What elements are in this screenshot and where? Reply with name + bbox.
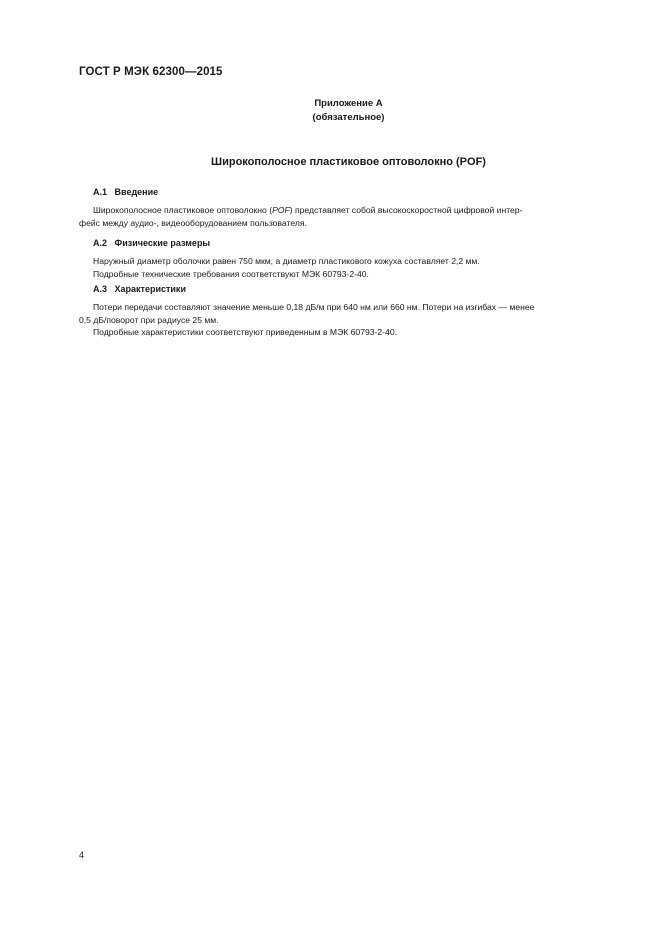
- document-code: ГОСТ Р МЭК 62300—2015: [79, 66, 223, 78]
- section-title: Введение: [114, 187, 159, 197]
- section-a2: [79, 237, 617, 280]
- paragraph: 0,5 дБ/поворот при радиусе 25 мм.: [79, 314, 219, 325]
- appendix-main-title: Широкополосное пластиковое оптоволокно (POF): [211, 156, 486, 168]
- section-heading: [93, 186, 617, 198]
- appendix-heading: [0, 97, 661, 125]
- paragraph-italic-text: POF: [272, 205, 290, 215]
- appendix-title: Приложение А: [314, 98, 383, 109]
- paragraph: [79, 255, 617, 268]
- section-a1: [79, 186, 617, 229]
- section-title: Характеристики: [114, 284, 186, 294]
- section-number: А.2: [93, 238, 108, 248]
- paragraph: [79, 301, 617, 314]
- appendix-status: (обязательное): [312, 112, 385, 123]
- section-number: А.1: [93, 187, 108, 197]
- section-heading: [93, 237, 617, 249]
- paragraph-text: ) представляет собой высокоскоростной цифровой интер-: [289, 205, 523, 215]
- paragraph-text: Наружный диаметр оболочки равен 750 мкм, а диаметр пластикового кожуха составляет 2,2 мм.: [93, 256, 480, 266]
- section-number: А.3: [93, 284, 108, 294]
- paragraph-text: Подробные технические требования соответствуют МЭК 60793-2-40.: [93, 268, 369, 279]
- section-title: Физические размеры: [114, 238, 211, 248]
- paragraph: [79, 326, 617, 339]
- paragraph: [79, 204, 617, 217]
- section-heading: [93, 283, 617, 295]
- paragraph: [79, 268, 617, 281]
- section-a3: [79, 283, 617, 339]
- paragraph-text: Потери передачи составляют значение меньше 0,18 дБ/м при 640 нм или 660 нм. Потери на изгибах — менее: [93, 302, 535, 312]
- paragraph-text: Подробные характеристики соответствуют приведенным в МЭК 60793-2-40.: [93, 327, 397, 337]
- paragraph: фейс между аудио-, видеооборудованием пользователя.: [79, 217, 307, 228]
- page-number: 4: [79, 850, 85, 860]
- paragraph-text: Широкополосное пластиковое оптоволокно (: [93, 205, 273, 215]
